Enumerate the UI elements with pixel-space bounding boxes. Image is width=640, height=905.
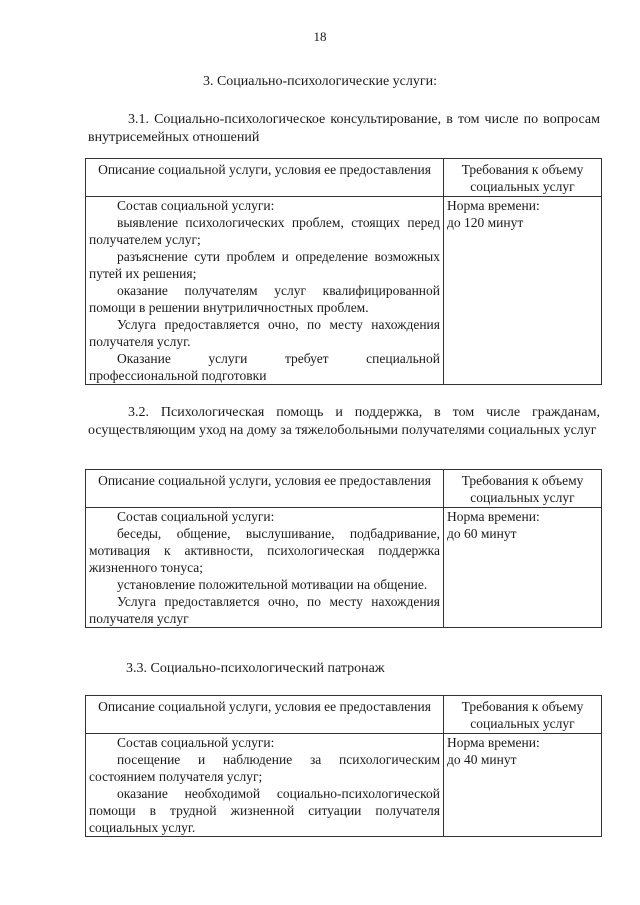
service-table-3-1: [85, 158, 602, 385]
description-line: установление положительной мотивации на общение.: [117, 577, 428, 592]
header-description: Описание социальной услуги, условия ее предоставления: [86, 696, 444, 734]
description-line: посещение и наблюдение за психологическим состоянием получателя услуг;: [89, 752, 440, 784]
composition-label: Состав социальной услуги:: [117, 509, 275, 524]
description-line: разъяснение сути проблем и определение возможных путей их решения;: [89, 249, 440, 281]
subsection-heading-3-2: 3.2. Психологическая помощь и поддержка, в том числе гражданам, осуществляющим уход на дому за тяжелобольными получателями социальных услуг: [88, 405, 600, 438]
description-line: выявление психологических проблем, стоящих перед получателем услуг;: [89, 215, 440, 247]
header-requirements: Требования к объему социальных услуг: [444, 696, 602, 734]
description-line: оказание необходимой социально-психологической помощи в трудной жизненной ситуации получателя социальных услуг.: [89, 786, 440, 835]
norm-value: до 60 минут: [447, 526, 517, 541]
table-header-row: [86, 470, 602, 508]
norm-value: до 40 минут: [447, 752, 517, 767]
service-table-3-2: [85, 469, 602, 628]
table-body-row: [86, 197, 602, 385]
time-norm-cell: [444, 734, 602, 837]
subsection-heading-3-3: 3.3. Социально-психологический патронаж: [126, 661, 385, 676]
table-header-row: [86, 159, 602, 197]
description-line: оказание получателям услуг квалифицированной помощи в решении внутриличностных проблем.: [89, 283, 440, 315]
composition-label: Состав социальной услуги:: [117, 735, 275, 750]
norm-label: Норма времени:: [447, 198, 540, 213]
composition-label: Состав социальной услуги:: [117, 198, 275, 213]
subsection-heading-3-1: 3.1. Социально-психологическое консультирование, в том числе по вопросам внутрисемейных отношений: [88, 112, 600, 145]
time-norm-cell: [444, 197, 602, 385]
table-body-row: [86, 508, 602, 628]
table-header-row: [86, 696, 602, 734]
header-description: Описание социальной услуги, условия ее предоставления: [86, 470, 444, 508]
section-title: 3. Социально-психологические услуги:: [202, 74, 438, 89]
norm-label: Норма времени:: [447, 509, 540, 524]
page-number: 18: [313, 29, 327, 44]
header-requirements: Требования к объему социальных услуг: [444, 470, 602, 508]
service-description-cell: [86, 734, 444, 837]
norm-value: до 120 минут: [447, 215, 524, 230]
header-requirements: Требования к объему социальных услуг: [444, 159, 602, 197]
service-table-3-3: [85, 695, 602, 837]
description-line: Услуга предоставляется очно, по месту нахождения получателя услуг.: [89, 317, 440, 349]
time-norm-cell: [444, 508, 602, 628]
description-line: Услуга предоставляется очно, по месту нахождения получателя услуг: [89, 594, 440, 626]
header-description: Описание социальной услуги, условия ее предоставления: [86, 159, 444, 197]
description-line: Оказание услуги требует специальной профессиональной подготовки: [89, 351, 440, 383]
norm-label: Норма времени:: [447, 735, 540, 750]
table-body-row: [86, 734, 602, 837]
description-line: беседы, общение, выслушивание, подбадривание, мотивация к активности, психологическая поддержка жизненного тонуса;: [89, 526, 440, 575]
service-description-cell: [86, 508, 444, 628]
service-description-cell: [86, 197, 444, 385]
